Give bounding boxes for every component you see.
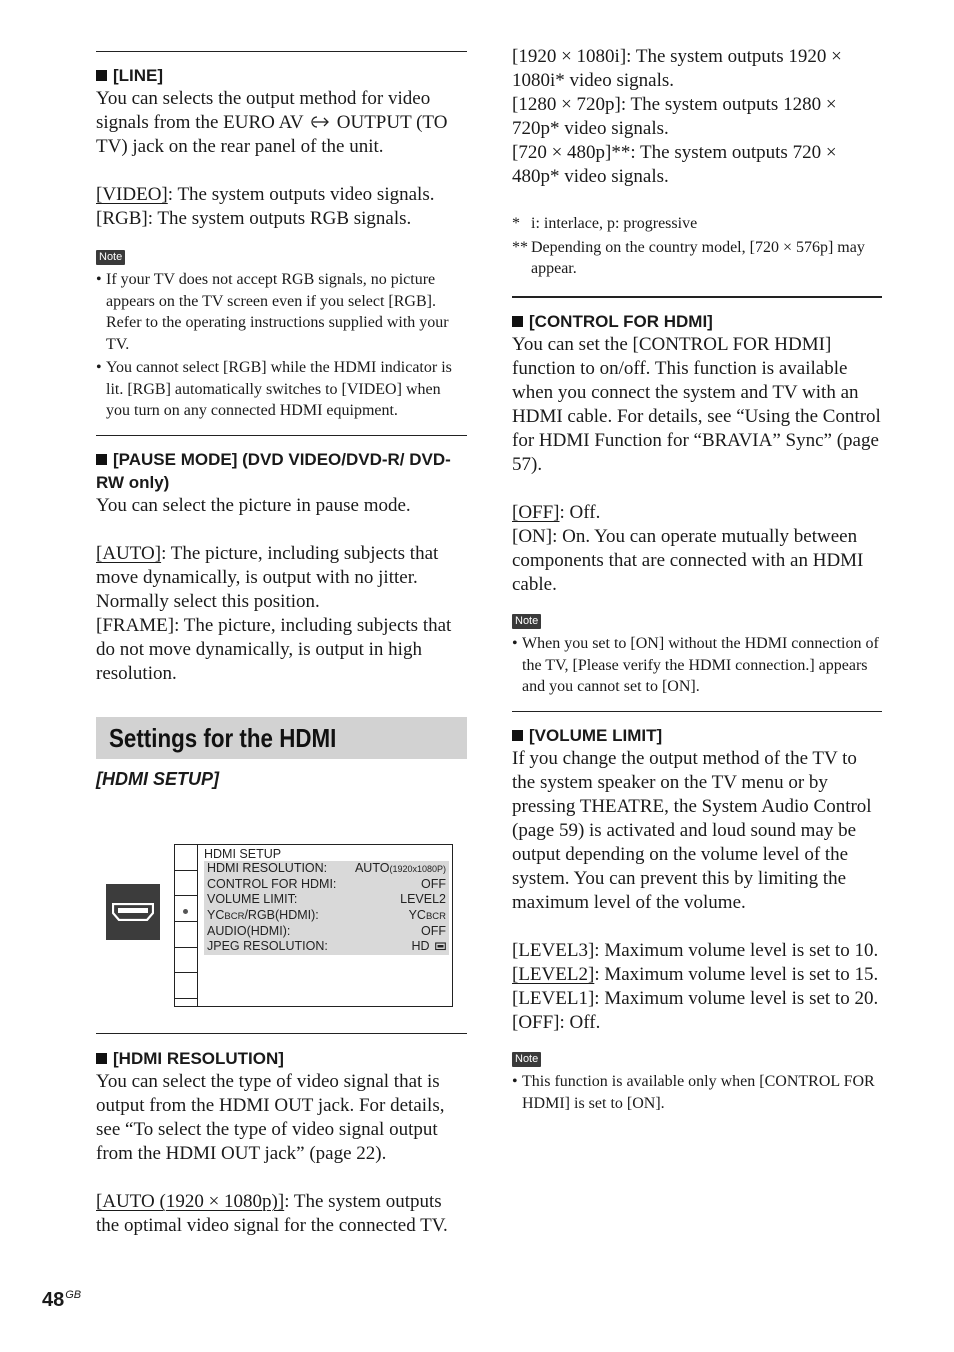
square-bullet-icon xyxy=(512,316,523,327)
osd-row xyxy=(204,861,449,877)
control-option-off-text: : Off. xyxy=(559,502,601,523)
square-bullet-icon xyxy=(96,1053,107,1064)
section-title: Settings for the HDMI xyxy=(109,723,337,753)
control-for-hdmi-heading: [CONTROL FOR HDMI] xyxy=(512,310,882,333)
page-region-suffix: GB xyxy=(65,1289,82,1301)
osd-title: HDMI SETUP xyxy=(204,847,282,861)
hdmi-resolution-section xyxy=(96,1047,467,1238)
line-option-video-text: : The system outputs video signals. xyxy=(167,184,435,205)
control-option-off: [OFF] xyxy=(512,502,560,523)
line-section xyxy=(96,64,467,231)
pause-heading: [PAUSE MODE] (DVD VIDEO/DVD-R/ DVD-RW only) xyxy=(96,450,451,492)
note-label: Note xyxy=(512,1052,541,1067)
volume-option-level1: [LEVEL1]: Maximum volume level is set to 20. xyxy=(512,988,879,1009)
osd-label: YCBCR/RGB(HDMI): xyxy=(207,908,319,923)
section-divider xyxy=(512,711,882,712)
note-label: Note xyxy=(96,250,125,265)
osd-row xyxy=(204,908,449,924)
footnotes xyxy=(512,213,882,280)
section-divider xyxy=(96,1033,467,1034)
hdmi-resolution-heading: [HDMI RESOLUTION] xyxy=(96,1047,467,1070)
osd-label: JPEG RESOLUTION: xyxy=(207,939,328,954)
volume-intro: If you change the output method of the TV to the system speaker on the TV menu or by pressing THEATRE, the System Audio Control (page 59) is activated and loud sound may be output depending on the volume level of the system. You can prevent this by limiting the maximum level of the volume. xyxy=(512,748,872,913)
section-banner xyxy=(96,717,467,759)
hdmi-resolution-intro: You can select the type of video signal that is output from the HDMI OUT jack. For details, see “To select the type of video signal output from the HDMI OUT jack” (page 22). xyxy=(96,1071,445,1164)
volume-limit-heading: [VOLUME LIMIT] xyxy=(512,724,882,747)
osd-label: AUDIO(HDMI): xyxy=(207,923,291,938)
osd-value-detail: (1920x1080P) xyxy=(389,864,446,874)
volume-option-level2-text: : Maximum volume level is set to 15. xyxy=(594,964,879,985)
osd-row xyxy=(204,877,449,893)
resolution-option: [1280 × 720p]: The system outputs 1280 × 720p* video signals. xyxy=(512,94,837,139)
section-divider xyxy=(512,296,882,298)
osd-value: OFF xyxy=(421,876,446,891)
pause-option-auto: [AUTO] xyxy=(96,543,162,564)
hdmi-connector-icon xyxy=(112,903,154,921)
square-bullet-icon xyxy=(512,730,523,741)
pause-option-auto-text: : The picture, including subjects that move dynamically, is output with no jitter. Normally select this position. xyxy=(96,543,439,612)
line-option-video: [VIDEO] xyxy=(96,184,168,205)
note-item: • When you set to [ON] without the HDMI connection of the TV, [Please verify the HDMI connection.] appears and you cannot set to [ON]. xyxy=(512,633,882,698)
control-option-on: [ON]: On. You can operate mutually between components that are connected with an HDMI cable. xyxy=(512,526,864,595)
control-for-hdmi-description xyxy=(512,333,882,597)
resolution-options xyxy=(512,45,882,189)
section-divider xyxy=(96,51,467,52)
selection-dot-icon xyxy=(183,909,188,914)
pause-section xyxy=(96,448,467,686)
footnote: ** Depending on the country model, [720 × 576p] may appear. xyxy=(512,238,865,277)
pause-intro: You can select the picture in pause mode. xyxy=(96,495,411,516)
osd-row xyxy=(204,924,449,940)
osd-value: AUTO xyxy=(354,861,390,875)
volume-note xyxy=(512,1049,882,1114)
volume-option-level3: [LEVEL3]: Maximum volume level is set to 10. xyxy=(512,940,879,961)
square-bullet-icon xyxy=(96,70,107,81)
hd-image-icon xyxy=(435,942,446,951)
line-description xyxy=(96,87,467,231)
osd-row xyxy=(204,892,449,908)
pause-option-frame: [FRAME]: The picture, including subjects that do not move dynamically, is output in high resolution. xyxy=(96,615,452,684)
volume-limit-section xyxy=(512,724,882,1035)
line-note xyxy=(96,247,467,422)
note-label: Note xyxy=(512,614,541,629)
section-subtitle: [HDMI SETUP] xyxy=(96,769,219,789)
line-intro-after: OUTPUT (TO TV) jack on the rear panel of the unit. xyxy=(96,112,448,157)
osd-label: VOLUME LIMIT: xyxy=(207,892,298,907)
hdmi-setup-screen xyxy=(174,844,453,1007)
line-intro: You can selects the output method for video signals from the EURO AV xyxy=(96,88,431,133)
line-heading: [LINE] xyxy=(96,64,467,87)
osd-value: YCBCR xyxy=(408,908,446,923)
resolution-option: [1920 × 1080i]: The system outputs 1920 × 1080i* video signals. xyxy=(512,46,842,91)
control-for-hdmi-section xyxy=(512,310,882,597)
page-number: $48^{GB}$ xyxy=(42,1289,82,1311)
hdmi-resolution-description xyxy=(96,1070,467,1238)
menu-icon-strip xyxy=(175,845,198,1006)
control-note xyxy=(512,611,882,698)
note-item: • You cannot select [RGB] while the HDMI indicator is lit. [RGB] automatically switches to [VIDEO] when you turn on any connected HDMI equipment. xyxy=(96,357,467,422)
osd-label: HDMI RESOLUTION: xyxy=(207,861,328,875)
osd-label: CONTROL FOR HDMI: xyxy=(207,876,337,891)
output-arrow-icon xyxy=(308,114,332,130)
note-item: • If your TV does not accept RGB signals, no picture appears on the TV screen even if you select [RGB]. Refer to the operating instructions supplied with your TV. xyxy=(96,269,467,355)
volume-limit-description xyxy=(512,747,882,1035)
resolution-option-auto-text: : The system outputs the optimal video signal for the connected TV. xyxy=(96,1191,448,1236)
pause-description xyxy=(96,494,467,686)
line-option-rgb: [RGB]: The system outputs RGB signals. xyxy=(96,208,412,229)
osd-value: LEVEL2 xyxy=(400,892,446,907)
control-intro: You can set the [CONTROL FOR HDMI] function to on/off. This function is available when you connect the system and TV with an HDMI cable. For details, see “Using the Control for HDMI Function for “BRAVIA” Sync” (page 57). xyxy=(512,334,881,475)
osd-value: OFF xyxy=(421,923,446,938)
resolution-option: [720 × 480p]**: The system outputs 720 × 480p* video signals. xyxy=(512,142,837,187)
square-bullet-icon xyxy=(96,454,107,465)
volume-option-level2: [LEVEL2] xyxy=(512,964,595,985)
hdmi-setup-icon xyxy=(106,884,160,940)
resolution-option-auto: [AUTO (1920 × 1080p)] xyxy=(96,1191,285,1212)
note-item: • This function is available only when [CONTROL FOR HDMI] is set to [ON]. xyxy=(512,1071,882,1114)
section-divider xyxy=(96,435,467,436)
osd-row xyxy=(204,939,449,955)
volume-option-off: [OFF]: Off. xyxy=(512,1012,601,1033)
osd-value: HD xyxy=(411,939,430,954)
footnote: * i: interlace, p: progressive xyxy=(512,215,698,232)
osd-settings-list xyxy=(204,861,449,955)
